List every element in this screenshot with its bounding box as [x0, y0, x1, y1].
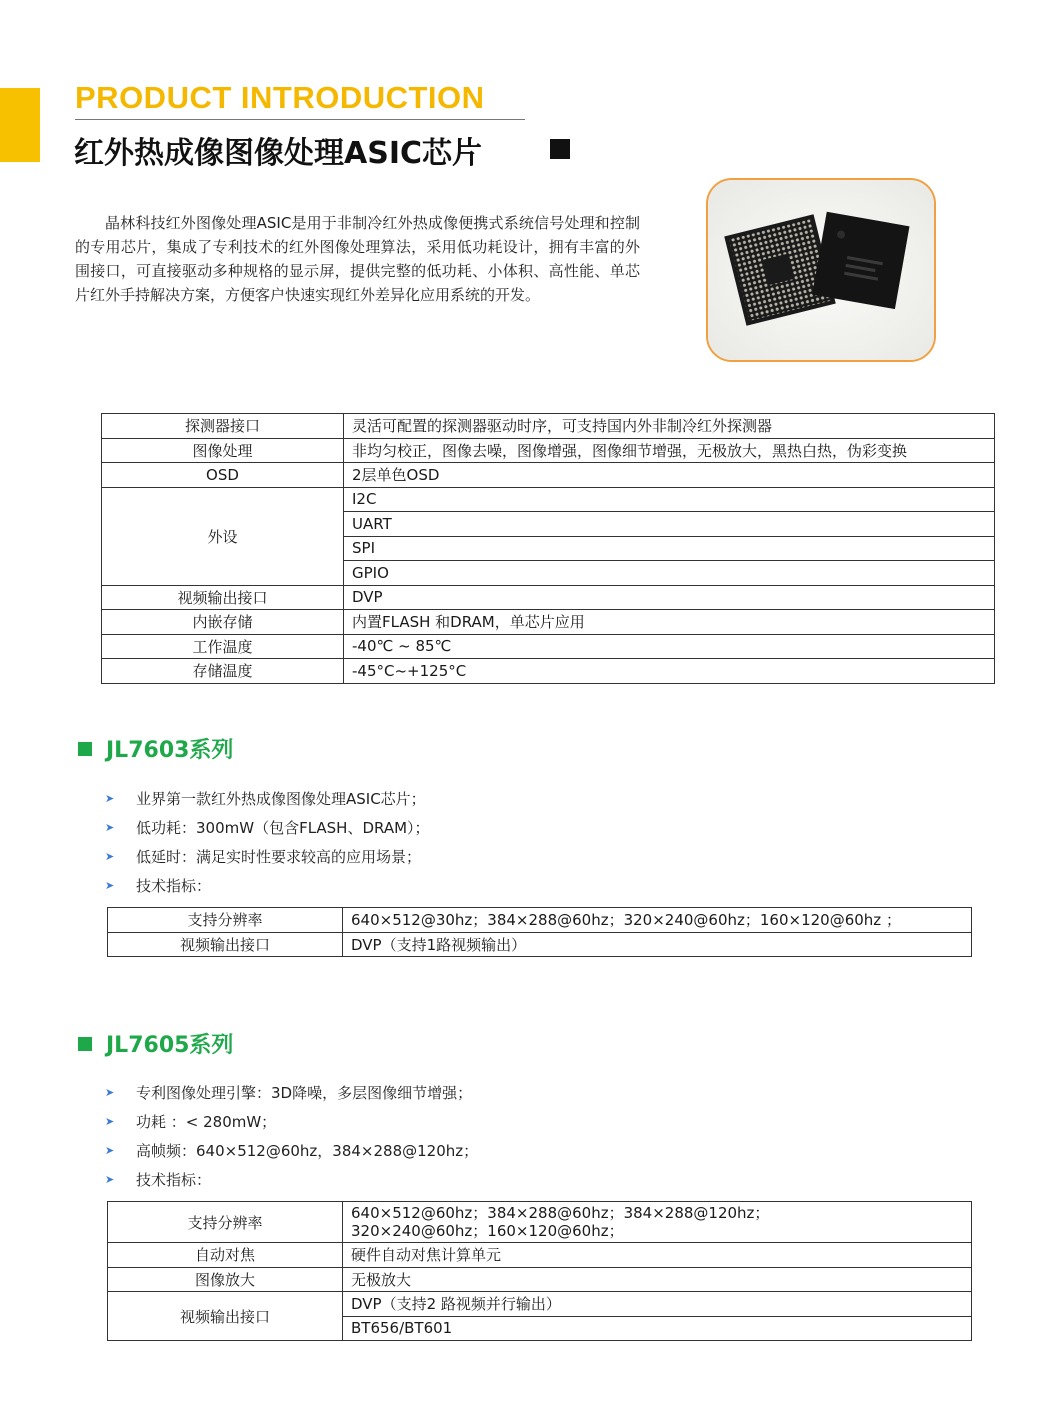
spec-value: DVP [344, 585, 995, 610]
spec-table [101, 413, 995, 684]
resolution-line: 320×240@60hz；160×120@60hz； [351, 1222, 624, 1240]
spec-value: DVP（支持1路视频输出） [343, 932, 972, 957]
spec-value: 无极放大 [343, 1267, 972, 1292]
table-row [102, 634, 995, 659]
list-item-text: 功耗 ：< 280mW； [136, 1113, 277, 1131]
list-item [105, 813, 430, 842]
spec-value: 硬件自动对焦计算单元 [343, 1243, 972, 1268]
list-item-text: 低延时：满足实时性要求较高的应用场景； [136, 848, 422, 866]
spec-value: 灵活可配置的探测器驱动时序，可支持国内外非制冷红外探测器 [344, 414, 995, 439]
list-item-text: 业界第一款红外热成像图像处理ASIC芯片； [136, 790, 426, 808]
table-row [108, 932, 972, 957]
spec-value: DVP（支持2 路视频并行输出） [343, 1292, 972, 1317]
title-square-icon [550, 139, 570, 159]
spec-key: 工作温度 [102, 634, 344, 659]
section-square-icon [78, 742, 92, 756]
intro-paragraph: 晶林科技红外图像处理ASIC是用于非制冷红外热成像便携式系统信号处理和控制的专用芯片，集成了专利技术的红外图像处理算法，采用低功耗设计，拥有丰富的外围接口，可直接驱动多种规格的显示屏，提供完整的低功耗、小体积、高性能、单芯片红外手持解决方案，方便客户快速实现红外差异化应用系统的开发。 [75, 214, 640, 304]
chip-top [812, 212, 909, 309]
eyebrow-title: PRODUCT INTRODUCTION [75, 80, 485, 115]
table-row [108, 1202, 972, 1243]
spec-value: 2层单色OSD [344, 463, 995, 488]
spec-value: UART [344, 512, 995, 537]
spec-key: 探测器接口 [102, 414, 344, 439]
spec-value: -45°C~+125°C [344, 659, 995, 684]
spec-value: GPIO [344, 561, 995, 586]
chip-photo [706, 178, 936, 362]
spec-key: 图像放大 [108, 1267, 343, 1292]
list-item-text: 技术指标： [136, 1171, 212, 1189]
table-row [108, 908, 972, 933]
section-jl7603-heading [78, 733, 233, 764]
arrow-bullet-icon: ➤ [105, 1086, 115, 1099]
section-title: JL7603系列 [106, 738, 234, 763]
spec-key: OSD [102, 463, 344, 488]
arrow-bullet-icon: ➤ [105, 1115, 115, 1128]
list-item [105, 842, 430, 871]
jl7605-feature-list [105, 1078, 478, 1194]
spec-key: 图像处理 [102, 438, 344, 463]
accent-bar [0, 88, 40, 162]
spec-key: 视频输出接口 [108, 1292, 343, 1341]
list-item-text: 专利图像处理引擎：3D降噪，多层图像细节增强； [136, 1084, 473, 1102]
section-jl7605-heading [78, 1028, 233, 1059]
chip-illustration [708, 180, 936, 362]
arrow-bullet-icon: ➤ [105, 1144, 115, 1157]
table-row [102, 610, 995, 635]
spec-key: 内嵌存储 [102, 610, 344, 635]
spec-key: 支持分辨率 [108, 908, 343, 933]
table-row [108, 1267, 972, 1292]
spec-value: BT656/BT601 [343, 1316, 972, 1341]
jl7603-feature-list [105, 784, 430, 900]
spec-key: 视频输出接口 [102, 585, 344, 610]
spec-key-peripherals: 外设 [102, 487, 344, 585]
table-row [102, 414, 995, 439]
arrow-bullet-icon: ➤ [105, 792, 115, 805]
list-item [105, 1136, 478, 1165]
eyebrow-underline [75, 119, 525, 120]
table-row [102, 463, 995, 488]
list-item [105, 1078, 478, 1107]
resolution-line: 640×512@60hz；384×288@60hz；384×288@120hz； [351, 1204, 770, 1222]
table-row [102, 487, 995, 512]
list-item [105, 1165, 478, 1194]
spec-value: I2C [344, 487, 995, 512]
spec-key: 视频输出接口 [108, 932, 343, 957]
list-item-text: 技术指标： [136, 877, 212, 895]
spec-value: 内置FLASH 和DRAM，单芯片应用 [344, 610, 995, 635]
arrow-bullet-icon: ➤ [105, 850, 115, 863]
jl7605-spec-table [107, 1201, 972, 1341]
table-row [102, 659, 995, 684]
jl7603-spec-table [107, 907, 972, 957]
spec-value-resolutions [343, 1202, 972, 1243]
table-row [102, 438, 995, 463]
spec-key: 支持分辨率 [108, 1202, 343, 1243]
list-item [105, 784, 430, 813]
section-title: JL7605系列 [106, 1033, 234, 1058]
spec-value: 640×512@30hz；384×288@60hz；320×240@60hz；160×120@60hz ； [343, 908, 972, 933]
table-row [102, 585, 995, 610]
spec-value: SPI [344, 536, 995, 561]
list-item-text: 低功耗：300mW（包含FLASH、DRAM）； [136, 819, 430, 837]
section-square-icon [78, 1037, 92, 1051]
arrow-bullet-icon: ➤ [105, 821, 115, 834]
list-item [105, 1107, 478, 1136]
page-title: 红外热成像图像处理ASIC芯片 [74, 136, 483, 171]
arrow-bullet-icon: ➤ [105, 879, 115, 892]
table-row [108, 1243, 972, 1268]
spec-value: -40℃ ~ 85℃ [344, 634, 995, 659]
spec-key: 存储温度 [102, 659, 344, 684]
spec-key: 自动对焦 [108, 1243, 343, 1268]
arrow-bullet-icon: ➤ [105, 1173, 115, 1186]
list-item-text: 高帧频：640×512@60hz，384×288@120hz； [136, 1142, 479, 1160]
list-item [105, 871, 430, 900]
table-row [108, 1292, 972, 1317]
spec-value: 非均匀校正，图像去噪，图像增强，图像细节增强，无极放大，黑热白热，伪彩变换 [344, 438, 995, 463]
